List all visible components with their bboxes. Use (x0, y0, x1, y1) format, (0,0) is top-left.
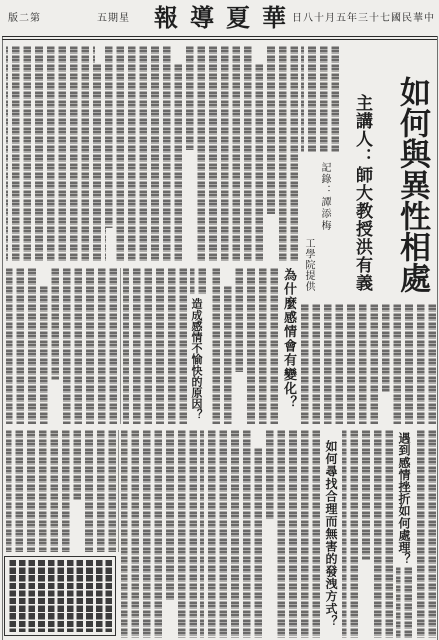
paragraph-end-space (381, 392, 390, 424)
article-provider: 工學院提供 (303, 238, 314, 292)
column-rule (118, 430, 119, 552)
issue-date: 中華民國七十三年五月十八日 (292, 13, 435, 24)
column-rule (120, 268, 121, 424)
paragraph-end-space (362, 560, 371, 638)
paragraph-end-space (186, 150, 195, 262)
article-title: 如何與異性相處 (394, 76, 430, 293)
page-number: 第二版 (8, 13, 41, 24)
newspaper-masthead: 華夏導報 (154, 3, 298, 32)
article-body-text (396, 567, 412, 638)
article-recorder: 記錄：譚添梅 (319, 162, 330, 232)
section-heading: 如何尋找合理而無害的發洩方式？ (324, 440, 338, 628)
header-rule-thin (2, 39, 437, 40)
paragraph-end-space (106, 228, 115, 262)
paragraph-indent (255, 46, 264, 63)
article-body-text (190, 268, 206, 295)
weekday: 星期五 (97, 13, 130, 24)
article-body-text (123, 268, 187, 424)
article-speaker: 主講人：師大教授洪有義 (352, 94, 372, 292)
section-heading: 為什麼感情會有變化？ (281, 268, 296, 410)
article-body-text (200, 430, 320, 638)
notice-body-text (8, 560, 112, 632)
paragraph-indent (174, 46, 183, 63)
paragraph-indent (95, 46, 104, 63)
page-edge-right (437, 36, 438, 640)
paragraph-end-space (235, 372, 244, 424)
paragraph-end-space (267, 214, 276, 262)
paragraph-indent (224, 268, 233, 285)
header-rule (2, 36, 437, 37)
article-body-text (6, 268, 117, 424)
article-body-text (301, 46, 339, 152)
page-edge-left (2, 36, 3, 640)
article-body-text (6, 46, 298, 262)
article-body-text (300, 304, 436, 424)
paragraph-end-space (73, 500, 82, 552)
section-heading: 造成感情不愉快的原因？ (190, 298, 203, 421)
notice-box (4, 556, 116, 636)
paragraph-indent (39, 268, 48, 285)
paragraph-end-space (51, 380, 60, 424)
paragraph-indent (254, 430, 263, 447)
article-body-text (121, 430, 197, 638)
article-body-text (415, 430, 436, 638)
section-heading: 遇到感情挫折如何處理？ (397, 432, 411, 566)
paragraph-end-space (166, 600, 175, 638)
paragraph-end-space (266, 520, 275, 638)
article-body-text (6, 430, 116, 552)
